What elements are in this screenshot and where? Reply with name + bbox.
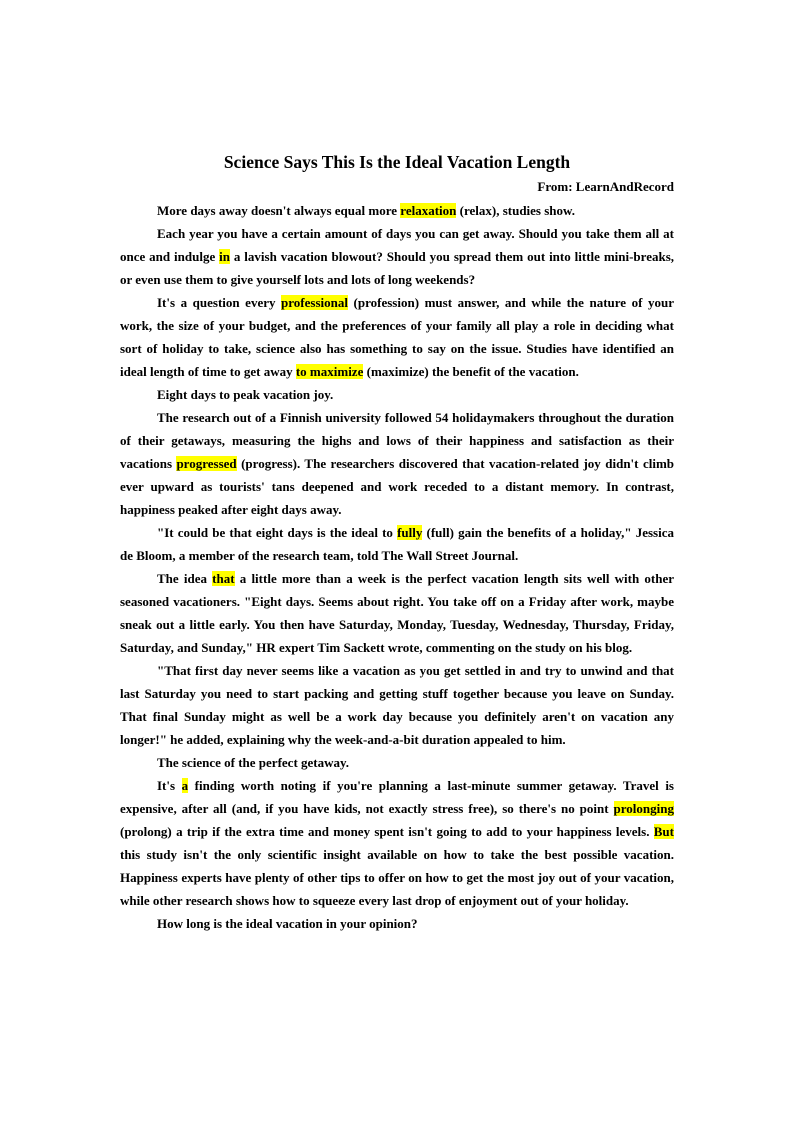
highlighted-word: professional xyxy=(281,295,348,310)
paragraph-text: (full) gain the benefits of a holiday," Jessica de Bloom, a member of the research team, told The Wall Street Journal. xyxy=(120,525,674,563)
paragraph-text: a little more than a week is the perfect vacation length sits well with other seasoned vacationers. "Eight days. Seems about right. You take off on a Friday after work, maybe sneak out a little early. You then have Saturday, Monday, Tuesday, Wednesday, Thursday, Friday, Saturday, and Sunday," HR expert Tim Sackett wrote, commenting on the study on his blog. xyxy=(120,571,674,655)
paragraph xyxy=(120,291,674,383)
paragraph xyxy=(120,521,674,567)
highlighted-word: But xyxy=(653,824,674,839)
paragraph xyxy=(120,659,674,751)
highlighted-word: progressed xyxy=(176,456,237,471)
paragraph-text: The research out of a Finnish university followed 54 holidaymakers throughout the duration of their getaways, measuring the highs and lows of their happiness and satisfaction as their vacations xyxy=(120,410,674,471)
highlighted-word: prolonging xyxy=(613,801,674,816)
highlighted-word: fully xyxy=(397,525,423,540)
paragraph-text: "That first day never seems like a vacation as you get settled in and try to unwind and that last Saturday you need to start packing and getting stuff together because you leave on Sunday. That final Sunday might as well be a work day because you definitely aren't on vacation any longer!" he added, explaining why the week-and-a-bit duration appealed to him. xyxy=(120,663,674,747)
paragraph-text: a lavish vacation blowout? Should you spread them out into little mini-breaks, or even use them to give yourself lots and lots of long weekends? xyxy=(120,249,675,287)
paragraph-text: The idea xyxy=(157,571,213,586)
paragraph-text: this study isn't the only scientific insight available on how to take the best possible vacation. Happiness experts have plenty of other tips to offer on how to get the most joy out of your vacation, while other research shows how to squeeze every last drop of enjoyment out of your holiday. xyxy=(120,847,674,908)
paragraph-text: (relax), studies show. xyxy=(456,203,575,218)
paragraph-text: (maximize) the benefit of the vacation. xyxy=(363,364,579,379)
paragraph-text: It's xyxy=(157,778,182,793)
paragraph-text: Each year you have a certain amount of days you can get away. Should you take them all at once and indulge xyxy=(120,226,674,264)
paragraph xyxy=(120,751,674,774)
paragraph-text: (prolong) a trip if the extra time and money spent isn't going to add to your happiness levels. xyxy=(120,824,654,839)
paragraph-text: The science of the perfect getaway. xyxy=(157,755,350,770)
paragraph xyxy=(120,567,674,659)
paragraph xyxy=(120,912,674,935)
paragraph xyxy=(120,199,674,222)
paragraph xyxy=(120,406,674,521)
paragraph-text: (progress). The researchers discovered that vacation-related joy didn't climb ever upward as tourists' tans deepened and work receded to a distant memory. In contrast, happiness peaked after eight days away. xyxy=(120,456,674,517)
paragraph-text: finding worth noting if you're planning a last-minute summer getaway. Travel is expensive, after all (and, if you have kids, not exactly stress free), so there's no point xyxy=(120,778,674,816)
paragraph-text: It's a question every xyxy=(157,295,282,310)
document-page xyxy=(120,150,674,935)
article-body xyxy=(120,199,674,935)
paragraph-text: (profession) must answer, and while the nature of your work, the size of your budget, and the preferences of your family all play a role in deciding what sort of holiday to take, science also has something to say on the issue. Studies have identified an ideal length of time to get away xyxy=(120,295,674,379)
highlighted-word: to maximize xyxy=(295,364,364,379)
paragraph xyxy=(120,774,674,912)
document-title: Science Says This Is the Ideal Vacation Length xyxy=(223,152,571,172)
paragraph xyxy=(120,383,674,406)
highlighted-word: a xyxy=(181,778,189,793)
highlighted-word: that xyxy=(212,571,235,586)
highlighted-word: in xyxy=(219,249,230,264)
source-line: From: LearnAndRecord xyxy=(537,179,674,194)
paragraph-text: How long is the ideal vacation in your opinion? xyxy=(157,916,418,931)
highlighted-word: relaxation xyxy=(400,203,457,218)
paragraph-text: "It could be that eight days is the ideal to xyxy=(157,525,398,540)
paragraph xyxy=(120,222,674,291)
paragraph-text: More days away doesn't always equal more xyxy=(157,203,401,218)
paragraph-text: Eight days to peak vacation joy. xyxy=(157,387,334,402)
